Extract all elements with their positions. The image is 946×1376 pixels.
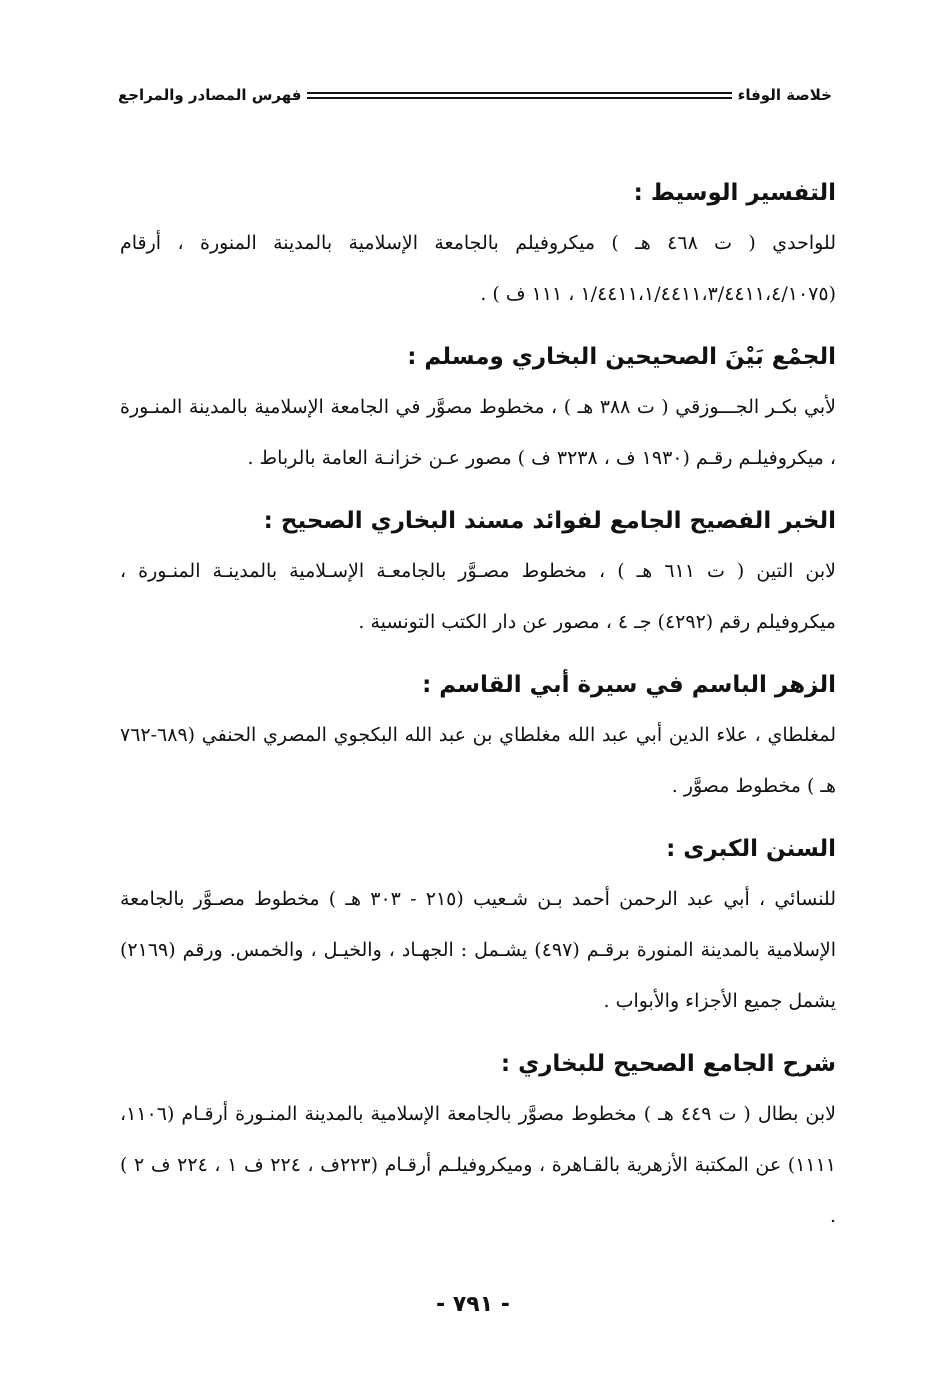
bibliography-list (120, 168, 836, 1254)
entry-description: لابن بطال ( ت ٤٤٩ هـ ) مخطوط مصوَّر بالجامعة الإسلامية بالمدينة المنـورة أرقـام (١١٠٦، ١١١١) عن المكتبة الأزهرية بالقـاهرة ، وميكروفيلـم أرقـام (٢٢٣ف ، ٢٢٤ ف ١ ، ٢٢٤ ف ٢ ) . (120, 1103, 837, 1227)
bibliography-entry (120, 1039, 836, 1242)
running-head-section-title: فهرس المصادر والمراجع (118, 86, 302, 104)
entry-title: الزهر الباسم في سيرة أبي القاسم : (422, 672, 836, 698)
entry-description: للواحدي ( ت ٤٦٨ هـ ) ميكروفيلم بالجامعة الإسلامية بالمدينة المنورة ، أرقام (١/٤٤١١،١/٤٤١١،٣/٤٤١١،٤/١٠٧٥ ، ١١١ ف ) . (120, 232, 836, 305)
bibliography-entry (120, 496, 836, 648)
entry-description: للنسائي ، أبي عبد الرحمن أحمد بـن شـعيب (٢١٥ - ٣٠٣ هـ ) مخطوط مصـوَّر بالجامعة الإسلامية بالمدينة المنورة برقـم (٤٩٧) يشـمل : الجهـاد ، والخيـل ، والخمس. ورقم (٢١٦٩) يشمل جميع الأجزاء والأبواب . (120, 888, 837, 1012)
running-head-book-title: خلاصة الوفاء (737, 86, 832, 104)
bibliography-entry (120, 168, 836, 320)
entry-title: السنن الكبرى : (666, 836, 836, 862)
entry-title: الجمْع بَيْنَ الصحيحين البخاري ومسلم : (407, 344, 836, 370)
running-head (118, 82, 832, 108)
bibliography-entry (120, 824, 836, 1027)
running-head-rule (307, 92, 731, 99)
entry-description: لابن التين ( ت ٦١١ هـ ) ، مخطوط مصـوَّر بالجامعـة الإسـلامية بالمدينـة المنـورة ، ميكروفيلم رقم (٤٢٩٢) جـ ٤ ، مصور عن دار الكتب التونسية . (120, 560, 837, 633)
bibliography-entry (120, 660, 836, 812)
entry-description: لمغلطاي ، علاء الدين أبي عبد الله مغلطاي بن عبد الله البكجوي المصري الحنفي (٦٨٩-٧٦٢ هـ ) مخطوط مصوَّر . (120, 724, 836, 797)
page-number: - ٧٩١ - (436, 1292, 510, 1317)
entry-title: شرح الجامع الصحيح للبخاري : (500, 1051, 836, 1077)
entry-description: لأبي بكـر الجـــوزقي ( ت ٣٨٨ هـ ) ، مخطوط مصوَّر في الجامعة الإسلامية بالمدينة المنـورة ، ميكروفيلـم رقـم (١٩٣٠ ف ، ٣٢٣٨ ف ) مصور عـن خزانـة العامة بالرباط . (120, 396, 836, 469)
entry-title: الخبر الفصيح الجامع لفوائد مسند البخاري الصحيح : (263, 508, 836, 534)
bibliography-entry (120, 332, 836, 484)
entry-title: التفسير الوسيط : (633, 180, 836, 206)
